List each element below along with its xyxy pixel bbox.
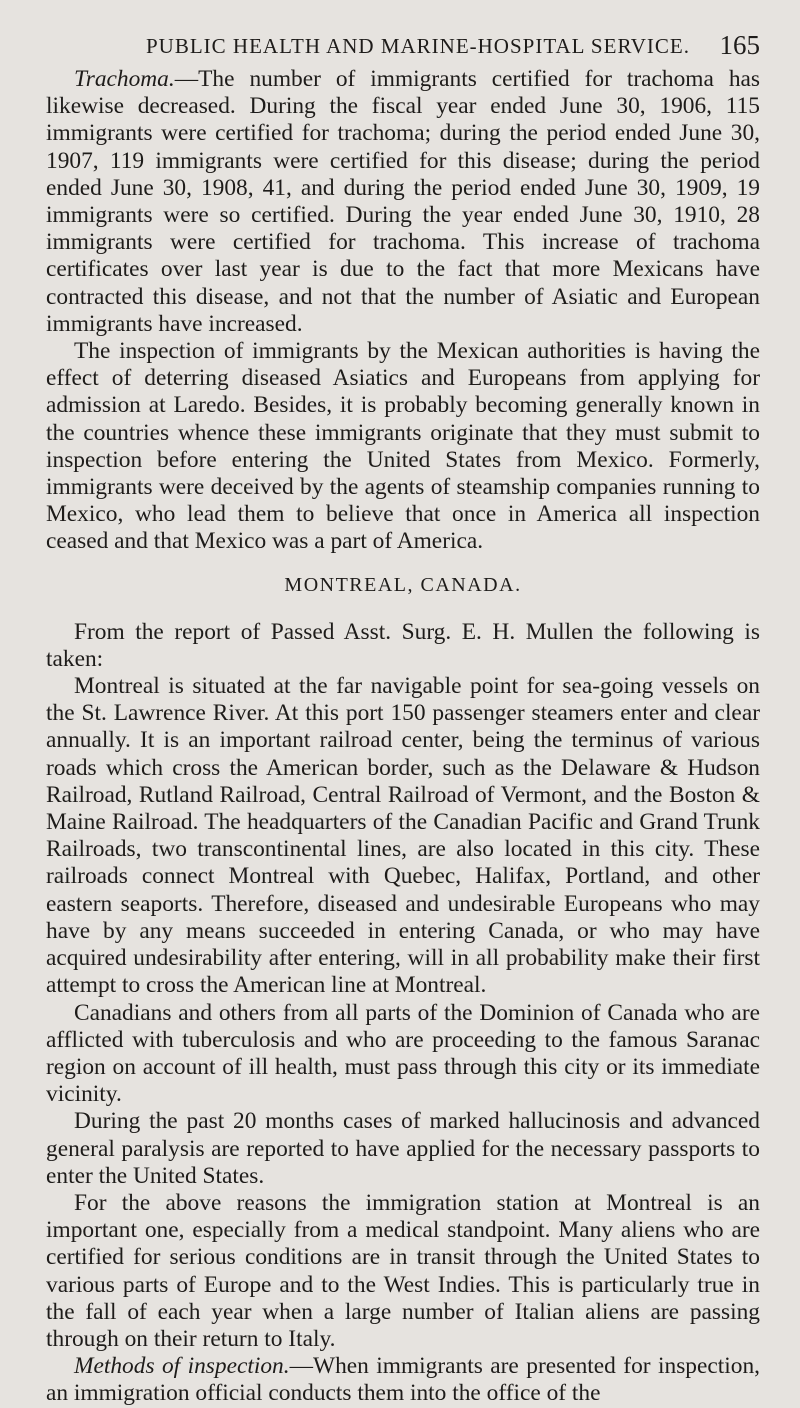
paragraph-tuberculosis: Canadians and others from all parts of the Dominion of Canada who are afflicted with tuberculosis and who are proceeding to the famous Saranac region on account of ill health, must pass through this city or its immediate vicinity. [46,999,760,1108]
running-title: PUBLIC HEALTH AND MARINE-HOSPITAL SERVICE. [146,34,691,58]
page-number: 165 [719,30,760,60]
paragraph-text-trachoma: —The number of immigrants certified for trachoma has likewise decreased. During the fiscal year ended June 30, 1906, 115 immigrants were certified for trachoma; during the period ended June 30, 1907, 119 immigrants were certified for this disease; during the period ended June 30, 1908, 41, and during the period ended June 30, 1909, 19 immigrants were so certified. During the year ended June 30, 1910, 28 immigrants were certified for trachoma. This increase of trachoma certificates over last year is due to the fact that more Mexicans have contracted this disease, and not that the number of Asiatic and European immigrants have increased. [46,66,760,337]
paragraph-report-intro: From the report of Passed Asst. Surg. E. H. Mullen the following is taken: [46,618,760,672]
paragraph-trachoma [46,66,760,338]
paragraph-text-methods: —When immigrants are presented for inspection, an immigration official conducts them into the office of the [46,1353,761,1407]
paragraph-lead-trachoma: Trachoma. [74,66,175,92]
paragraph-lead-methods: Methods of inspection. [74,1353,290,1380]
paragraph-hallucinosis: During the past 20 months cases of marked hallucinosis and advanced general paralysis are reported to have applied for the necessary passports to enter the United States. [46,1108,760,1189]
section-heading-montreal: MONTREAL, CANADA. [284,573,522,596]
paragraph-montreal-location: Montreal is situated at the far navigable point for sea-going vessels on the St. Lawrence River. At this port 150 passenger steamers enter and clear annually. It is an important railroad center, being the terminus of various roads which cross the American border, such as the Delaware & Hudson Railroad, Rutland Railroad, Central Railroad of Vermont, and the Boston & Maine Railroad. The headquarters of the Canadian Pacific and Grand Trunk Railroads, two transcontinental lines, are also located in this city. These railroads connect Montreal with Quebec, Halifax, Portland, and other eastern seaports. Therefore, diseased and undesirable Europeans who may have by any means succeeded in entering Canada, or who may have acquired undesirability after entering, will in all probability make their first attempt to cross the American line at Montreal. [46,673,760,999]
running-header [46,20,760,60]
paragraph-station-importance: For the above reasons the immigration station at Montreal is an important one, especially from a medical standpoint. Many aliens who are certified for serious conditions are in transit through the United States to various parts of Europe and to the West Indies. This is particularly true in the fall of each year when a large number of Italian aliens are passing through on their return to Italy. [46,1189,760,1352]
paragraph-methods [46,1353,760,1407]
paragraph-mexican-inspection: The inspection of immigrants by the Mexican authorities is having the effect of deterring diseased Asiatics and Europeans from applying for admission at Laredo. Besides, it is probably becoming generally known in the countries whence these immigrants originate that they must submit to inspection before entering the United States from Mexico. Formerly, immigrants were deceived by the agents of steamship companies running to Mexico, who lead them to believe that once in America all inspection ceased and that Mexico was a part of America. [46,338,760,555]
